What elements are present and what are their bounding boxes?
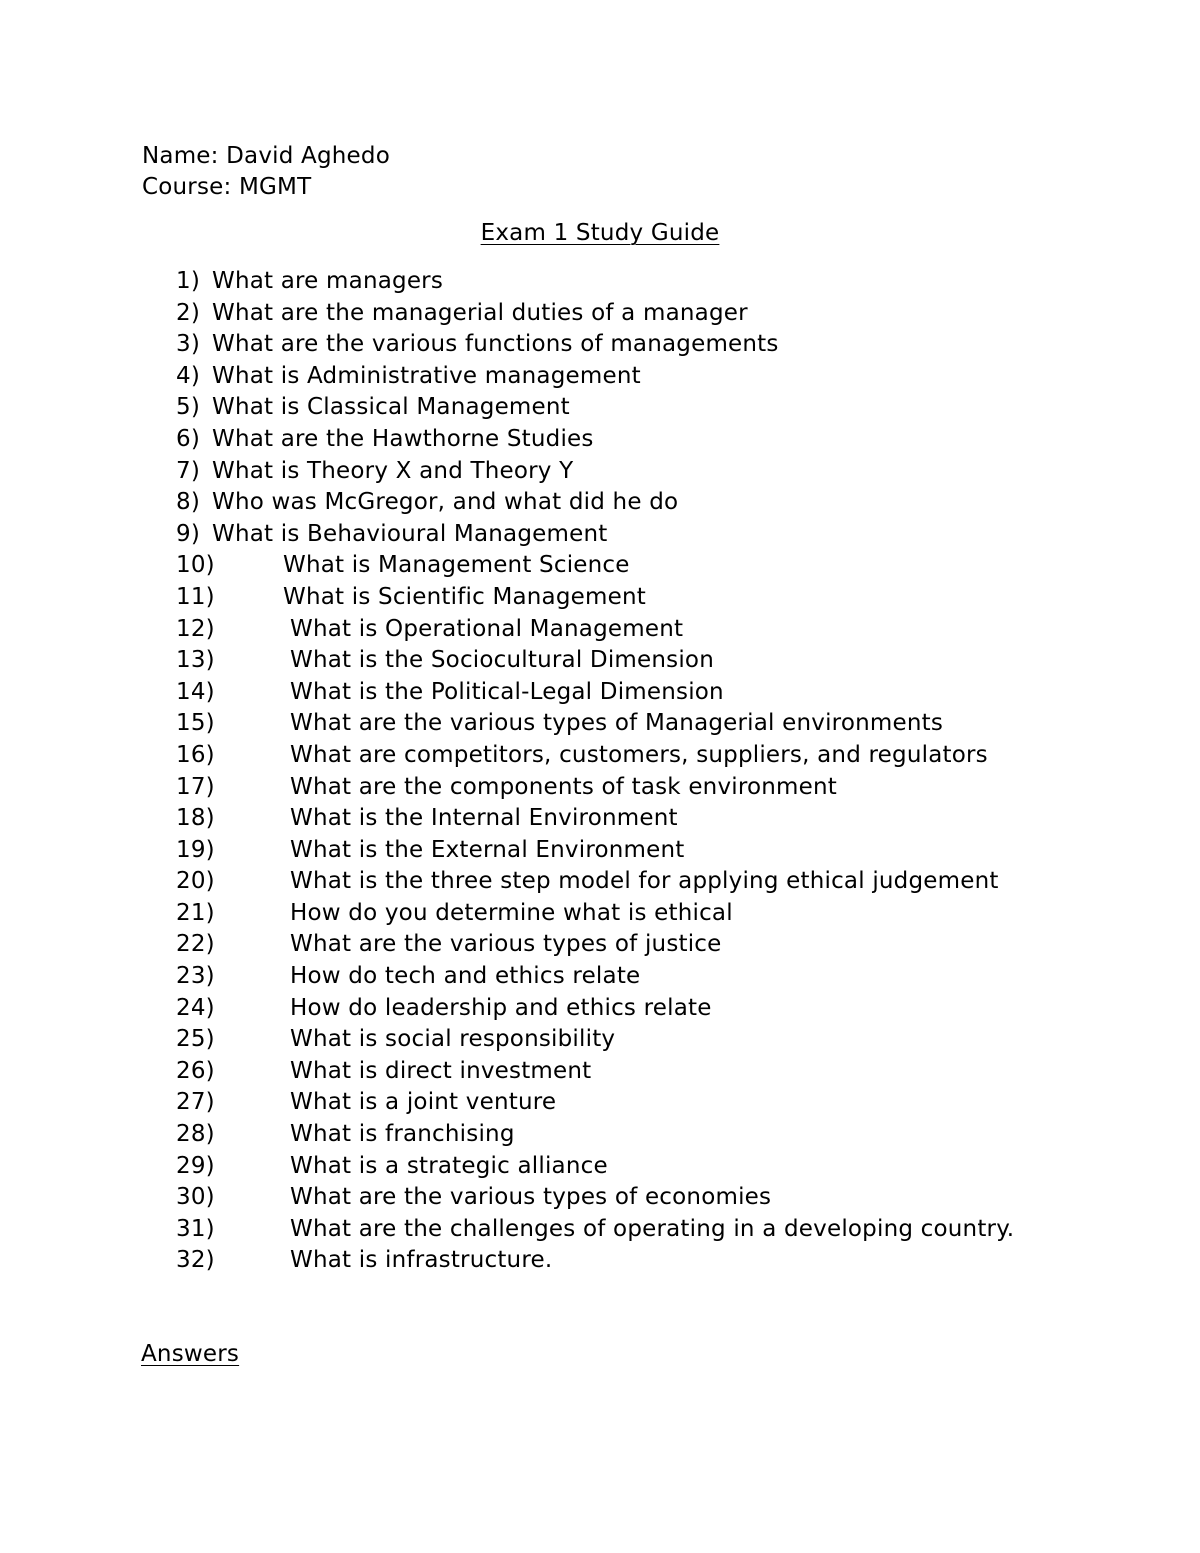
question-text: What are the Hawthorne Studies — [212, 425, 594, 452]
document-title: Exam 1 Study Guide — [480, 220, 720, 246]
question-item — [0, 961, 1200, 993]
question-number: 23) — [176, 963, 215, 990]
question-item — [0, 298, 1200, 330]
question-item — [0, 708, 1200, 740]
question-number: 21) — [176, 899, 215, 926]
question-number: 14) — [176, 678, 215, 705]
question-number: 6) — [176, 425, 201, 452]
question-item — [0, 803, 1200, 835]
question-number: 18) — [176, 805, 215, 832]
question-list — [0, 266, 1200, 1277]
question-number: 22) — [176, 931, 215, 958]
question-text: What is the Sociocultural Dimension — [290, 647, 714, 674]
question-text: What is the Internal Environment — [290, 805, 678, 832]
question-text: What is Management Science — [283, 552, 630, 579]
question-text: What are the various functions of managements — [212, 331, 779, 358]
question-item — [0, 456, 1200, 488]
answers-heading: Answers — [141, 1341, 240, 1367]
question-text: What is a joint venture — [290, 1089, 557, 1116]
question-item — [0, 487, 1200, 519]
question-number: 12) — [176, 615, 215, 642]
question-item — [0, 424, 1200, 456]
question-item — [0, 550, 1200, 582]
question-number: 3) — [176, 331, 201, 358]
question-text: What are the various types of economies — [290, 1184, 772, 1211]
question-number: 1) — [176, 268, 201, 294]
question-text: What are the managerial duties of a manager — [212, 299, 748, 326]
question-item — [0, 1214, 1200, 1246]
question-text: What are competitors, customers, suppliers, and regulators — [290, 741, 988, 768]
question-text: What is direct investment — [290, 1057, 592, 1084]
question-item — [0, 519, 1200, 551]
question-item — [0, 740, 1200, 772]
question-number: 17) — [176, 773, 215, 800]
question-number: 4) — [176, 362, 201, 389]
question-text: What is franchising — [290, 1121, 515, 1148]
question-number: 13) — [176, 647, 215, 674]
question-item — [0, 361, 1200, 393]
question-number: 29) — [176, 1152, 215, 1179]
question-text: What is Theory X and Theory Y — [212, 457, 574, 484]
question-item — [0, 266, 1200, 298]
question-text: What is the Political-Legal Dimension — [290, 678, 724, 705]
question-item — [0, 329, 1200, 361]
question-item — [0, 993, 1200, 1025]
question-item — [0, 1245, 1200, 1277]
question-text: What is Administrative management — [212, 362, 641, 389]
question-number: 32) — [176, 1247, 215, 1274]
question-text: How do leadership and ethics relate — [290, 994, 712, 1021]
question-item — [0, 1087, 1200, 1119]
question-item — [0, 677, 1200, 709]
question-item — [0, 1182, 1200, 1214]
question-number: 25) — [176, 1026, 215, 1053]
question-number: 24) — [176, 994, 215, 1021]
question-text: What are managers — [212, 268, 444, 294]
question-number: 16) — [176, 741, 215, 768]
question-number: 15) — [176, 710, 215, 737]
question-number: 7) — [176, 457, 201, 484]
question-item — [0, 929, 1200, 961]
question-item — [0, 772, 1200, 804]
question-text: Who was McGregor, and what did he do — [212, 489, 679, 516]
question-number: 20) — [176, 868, 215, 895]
question-item — [0, 1119, 1200, 1151]
question-text: What is the three step model for applying ethical judgement — [290, 868, 999, 895]
question-text: What are the challenges of operating in a developing country. — [290, 1215, 1015, 1242]
question-number: 31) — [176, 1215, 215, 1242]
question-number: 19) — [176, 836, 215, 863]
question-text: How do you determine what is ethical — [290, 899, 733, 926]
question-number: 28) — [176, 1121, 215, 1148]
question-number: 11) — [176, 583, 215, 610]
question-item — [0, 1151, 1200, 1183]
question-item — [0, 1056, 1200, 1088]
question-number: 2) — [176, 299, 201, 326]
question-text: What are the various types of Managerial environments — [290, 710, 944, 737]
question-text: What is Operational Management — [290, 615, 684, 642]
question-item — [0, 898, 1200, 930]
question-text: What is infrastructure. — [290, 1247, 553, 1274]
question-number: 30) — [176, 1184, 215, 1211]
question-number: 26) — [176, 1057, 215, 1084]
question-item — [0, 866, 1200, 898]
question-text: What are the components of task environment — [290, 773, 837, 800]
question-text: What is Scientific Management — [283, 583, 646, 610]
question-item — [0, 614, 1200, 646]
question-number: 5) — [176, 394, 201, 421]
question-item — [0, 1024, 1200, 1056]
question-text: How do tech and ethics relate — [290, 963, 641, 990]
question-number: 9) — [176, 520, 201, 547]
course-name: Course: MGMT — [142, 174, 312, 200]
question-item — [0, 582, 1200, 614]
question-text: What are the various types of justice — [290, 931, 722, 958]
question-item — [0, 645, 1200, 677]
question-text: What is the External Environment — [290, 836, 685, 863]
question-text: What is Behavioural Management — [212, 520, 608, 547]
question-text: What is social responsibility — [290, 1026, 616, 1053]
question-number: 8) — [176, 489, 201, 516]
question-text: What is a strategic alliance — [290, 1152, 608, 1179]
question-item — [0, 835, 1200, 867]
question-number: 27) — [176, 1089, 215, 1116]
question-item — [0, 392, 1200, 424]
question-number: 10) — [176, 552, 215, 579]
question-text: What is Classical Management — [212, 394, 570, 421]
student-name: Name: David Aghedo — [142, 143, 390, 169]
